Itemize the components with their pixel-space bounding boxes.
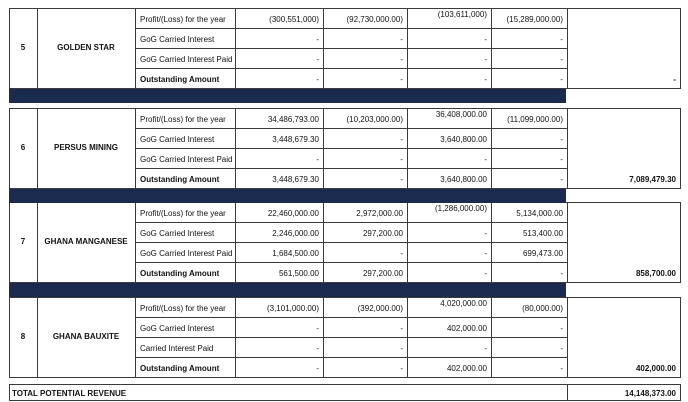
cell-value: - bbox=[673, 75, 676, 84]
cell-value: - bbox=[560, 155, 563, 164]
cell-value: - bbox=[316, 364, 319, 373]
cell-value: (1,286,000.00) bbox=[434, 204, 487, 213]
cell-value: 297,200.00 bbox=[362, 269, 403, 278]
cell-value: 402,000.00 bbox=[635, 364, 676, 373]
cell-value: - bbox=[400, 364, 403, 373]
cell-value: (392,000.00) bbox=[357, 304, 403, 313]
total-row-bottom-border bbox=[9, 400, 681, 401]
cell-value: - bbox=[400, 249, 403, 258]
section-separator-band bbox=[9, 283, 566, 297]
total-row-right-border bbox=[680, 384, 681, 401]
column-divider bbox=[9, 8, 10, 88]
row-divider bbox=[135, 242, 567, 243]
row-label: GoG Carried Interest Paid bbox=[140, 155, 233, 164]
cell-value: - bbox=[400, 55, 403, 64]
cell-value: 699,473.00 bbox=[522, 249, 563, 258]
cell-value: 858,700.00 bbox=[635, 269, 676, 278]
section-index: 8 bbox=[20, 332, 26, 341]
row-label: Outstanding Amount bbox=[140, 364, 220, 373]
row-label: Outstanding Amount bbox=[140, 75, 220, 84]
cell-value: - bbox=[560, 135, 563, 144]
cell-value: - bbox=[560, 269, 563, 278]
column-divider bbox=[9, 108, 10, 188]
cell-value: (92,730,000.00) bbox=[346, 15, 403, 24]
cell-value: - bbox=[484, 35, 487, 44]
cell-value: 34,486,793.00 bbox=[267, 115, 319, 124]
row-divider bbox=[135, 262, 567, 263]
column-divider bbox=[680, 202, 681, 282]
row-divider bbox=[135, 128, 567, 129]
row-divider bbox=[135, 357, 567, 358]
company-name: GOLDEN STAR bbox=[57, 43, 115, 52]
cell-value: 7,089,479.30 bbox=[629, 175, 676, 184]
section-index: 5 bbox=[20, 43, 26, 52]
row-label: GoG Carried Interest Paid bbox=[140, 55, 233, 64]
row-label: Outstanding Amount bbox=[140, 175, 220, 184]
total-label: TOTAL POTENTIAL REVENUE bbox=[12, 389, 127, 398]
cell-value: 5,134,000.00 bbox=[516, 209, 563, 218]
row-label: GoG Carried Interest Paid bbox=[140, 249, 233, 258]
total-value: 14,148,373.00 bbox=[624, 389, 676, 398]
cell-value: - bbox=[484, 55, 487, 64]
cell-value: - bbox=[484, 249, 487, 258]
cell-value: - bbox=[560, 35, 563, 44]
cell-value: - bbox=[560, 344, 563, 353]
cell-value: - bbox=[484, 229, 487, 238]
column-divider bbox=[9, 202, 10, 282]
row-label: GoG Carried Interest bbox=[140, 35, 215, 44]
cell-value: - bbox=[400, 155, 403, 164]
cell-value: - bbox=[560, 175, 563, 184]
section-index: 7 bbox=[20, 237, 26, 246]
row-divider bbox=[135, 222, 567, 223]
column-divider bbox=[9, 297, 10, 377]
cell-value: - bbox=[400, 75, 403, 84]
cell-value: - bbox=[484, 269, 487, 278]
cell-value: 3,640,800.00 bbox=[440, 135, 487, 144]
cell-value: 513,400.00 bbox=[522, 229, 563, 238]
cell-value: - bbox=[400, 324, 403, 333]
cell-value: 4,020,000.00 bbox=[440, 299, 487, 308]
row-label: Profit/(Loss) for the year bbox=[140, 15, 226, 24]
row-divider bbox=[135, 48, 567, 49]
cell-value: - bbox=[316, 155, 319, 164]
row-divider bbox=[135, 68, 567, 69]
section-index: 6 bbox=[20, 143, 26, 152]
row-divider bbox=[9, 377, 681, 378]
cell-value: 402,000.00 bbox=[446, 364, 487, 373]
cell-value: - bbox=[560, 324, 563, 333]
cell-value: - bbox=[316, 344, 319, 353]
row-label: GoG Carried Interest bbox=[140, 229, 215, 238]
cell-value: - bbox=[400, 175, 403, 184]
cell-value: - bbox=[400, 35, 403, 44]
cell-value: 3,448,679.30 bbox=[272, 175, 319, 184]
cell-value: (11,099,000.00) bbox=[507, 115, 563, 124]
total-row-top-border bbox=[9, 384, 681, 385]
row-label: Profit/(Loss) for the year bbox=[140, 209, 226, 218]
row-label: Profit/(Loss) for the year bbox=[140, 304, 226, 313]
row-label: Profit/(Loss) for the year bbox=[140, 115, 226, 124]
cell-value: - bbox=[316, 75, 319, 84]
row-label: Outstanding Amount bbox=[140, 269, 220, 278]
company-name: PERSUS MINING bbox=[53, 143, 118, 152]
cell-value: 36,408,000.00 bbox=[435, 110, 487, 119]
cell-value: 402,000.00 bbox=[446, 324, 487, 333]
row-label: Carried Interest Paid bbox=[140, 344, 214, 353]
cell-value: - bbox=[400, 135, 403, 144]
row-divider bbox=[9, 8, 681, 9]
cell-value: 297,200.00 bbox=[362, 229, 403, 238]
total-row-left-border bbox=[9, 384, 10, 401]
column-divider bbox=[680, 8, 681, 88]
row-label: GoG Carried Interest bbox=[140, 135, 215, 144]
cell-value: - bbox=[560, 75, 563, 84]
cell-value: - bbox=[560, 55, 563, 64]
cell-value: (80,000.00) bbox=[522, 304, 563, 313]
row-divider bbox=[135, 28, 567, 29]
cell-value: (10,203,000.00) bbox=[346, 115, 403, 124]
cell-value: 2,246,000.00 bbox=[272, 229, 319, 238]
cell-value: - bbox=[400, 344, 403, 353]
cell-value: (15,289,000.00) bbox=[506, 15, 563, 24]
row-divider bbox=[9, 108, 681, 109]
section-separator-band bbox=[9, 89, 566, 103]
cell-value: (103,611,000) bbox=[437, 10, 487, 19]
cell-value: 22,460,000.00 bbox=[267, 209, 319, 218]
cell-value: (3,101,000.00) bbox=[266, 304, 319, 313]
cell-value: - bbox=[484, 344, 487, 353]
cell-value: - bbox=[316, 35, 319, 44]
company-name: GHANA MANGANESE bbox=[44, 237, 128, 246]
row-divider bbox=[135, 337, 567, 338]
cell-value: 561,500.00 bbox=[278, 269, 319, 278]
cell-value: 3,448,679.30 bbox=[272, 135, 319, 144]
row-divider bbox=[135, 317, 567, 318]
cell-value: - bbox=[484, 75, 487, 84]
cell-value: (300,551,000) bbox=[269, 15, 319, 24]
row-divider bbox=[135, 168, 567, 169]
cell-value: 3,640,800.00 bbox=[440, 175, 487, 184]
section-separator-band bbox=[9, 189, 566, 203]
row-label: GoG Carried Interest bbox=[140, 324, 215, 333]
cell-value: 2,972,000.00 bbox=[356, 209, 403, 218]
cell-value: - bbox=[316, 324, 319, 333]
company-name: GHANA BAUXITE bbox=[52, 332, 120, 341]
column-divider bbox=[680, 108, 681, 188]
cell-value: - bbox=[484, 155, 487, 164]
row-divider bbox=[9, 297, 681, 298]
cell-value: - bbox=[560, 364, 563, 373]
cell-value: 1,684,500.00 bbox=[272, 249, 319, 258]
column-divider bbox=[680, 297, 681, 377]
row-divider bbox=[135, 148, 567, 149]
cell-value: - bbox=[316, 55, 319, 64]
